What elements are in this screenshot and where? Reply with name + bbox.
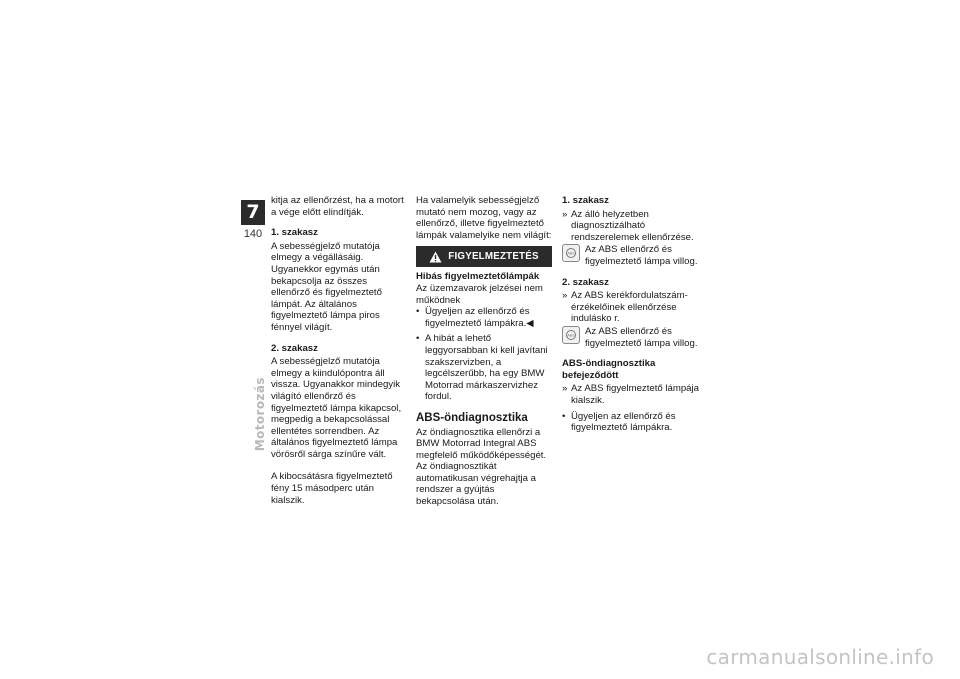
abs-heading: ABS-öndiagnosztika [416, 411, 528, 424]
chapter-number: 7 [241, 200, 265, 225]
side-label-text: Motorozás [253, 377, 267, 452]
bullet-marker: • [416, 306, 420, 318]
arrow-marker: » [562, 290, 568, 302]
list-item [416, 333, 552, 403]
svg-text:ABS: ABS [567, 333, 575, 338]
list-item-text: Az ABS figyelmeztető lámpája kialszik. [571, 383, 699, 406]
lamp-note-text: Az ABS ellenőrző és figyelmeztető lámpa villog. [585, 325, 698, 349]
intro-text: Ha valamelyik sebességjelző mutató nem mozog, vagy az ellenőrző, illetve figyelmeztető lámpák valamelyike nem világít: [416, 195, 552, 241]
list-item [416, 306, 552, 329]
done-heading: ABS-öndiagnosztika befejeződött [562, 358, 656, 381]
list-item-text: Az ABS kerékfordulatszám-érzékelőinek ellenőrzése indulásko r. [571, 290, 688, 325]
list-item-text: Az álló helyzetben diagnosztizálható rendszerelemek ellenőrzése. [571, 208, 694, 243]
column-3 [562, 195, 702, 434]
list-item-text: Ügyeljen az ellenőrző és figyelmeztető lámpákra. [571, 410, 676, 434]
svg-text:ABS: ABS [567, 251, 575, 256]
lamp-note [562, 326, 702, 349]
abs-lamp-icon [562, 244, 580, 262]
column-1 [271, 195, 407, 506]
arrow-marker: » [562, 383, 568, 395]
list-item [562, 209, 702, 244]
list-item [562, 290, 702, 325]
section-1-heading: 1. szakasz [271, 227, 318, 239]
warning-title: Hibás figyelmeztetőlámpák [416, 271, 540, 283]
section-2-heading: 2. szakasz [562, 276, 609, 288]
list-item [562, 383, 702, 406]
section-1-text: A sebességjelző mutatója elmegy a végállásáig. Ugyanekkor egymás után bekapcsolja az összes ellenőrző és figyelmeztető lámpát. Az általános figyelmeztető lámpa piros fénnyel világít. [271, 240, 382, 333]
warning-banner [416, 246, 552, 267]
warning-label: FIGYELMEZTETÉS [448, 251, 539, 263]
section-2-heading: 2. szakasz [271, 342, 318, 354]
bullet-marker: • [562, 410, 566, 422]
page-number: 140 [243, 228, 263, 240]
warning-triangle-icon [429, 251, 442, 263]
column-2 [416, 195, 552, 508]
chapter-tab [241, 200, 265, 240]
watermark: carmanualsonline.info [706, 645, 934, 669]
section-1-heading: 1. szakasz [562, 195, 609, 206]
lamp-note-text: Az ABS ellenőrző és figyelmeztető lámpa villog. [585, 244, 698, 267]
emission-note: A kibocsátásra figyelmeztető fény 15 másodperc után kialszik. [271, 471, 393, 506]
list-item-text: A hibát a lehető leggyorsabban ki kell javítani szakszervizben, a legcélszerűbb, ha egy BMW Motorrad márkaszervizhez fordul. [425, 333, 548, 403]
intro-text: kitja az ellenőrzést, ha a motort a vége előtt elindítják. [271, 195, 404, 218]
list-item [562, 411, 702, 434]
abs-text-1: Az öndiagnosztika ellenőrzi a BMW Motorrad Integral ABS megfelelő működőképességét. [416, 426, 547, 461]
abs-lamp-icon [562, 326, 580, 344]
list-item-text: Ügyeljen az ellenőrző és figyelmeztető lámpákra.◀ [425, 306, 534, 329]
side-label [245, 340, 267, 452]
warning-text: Az üzemzavarok jelzései nem működnek [416, 282, 543, 306]
section-2-text: A sebességjelző mutatója elmegy a kiindulópontra áll vissza. Ugyanakkor mindegyik világító ellenőrző és figyelmeztető lámpa kikapcsol, megpedig a bekapcsolással ellentétes sorrendben. Az általános figyelmeztető lámpa vörösről sárga színűre vált. [271, 356, 402, 460]
arrow-marker: » [562, 208, 568, 220]
bullet-marker: • [416, 333, 420, 345]
abs-text-2: Az öndiagnosztikát automatikusan végrehajtja a rendszer a gyújtás bekapcsolása után. [416, 461, 536, 508]
lamp-note [562, 244, 702, 267]
